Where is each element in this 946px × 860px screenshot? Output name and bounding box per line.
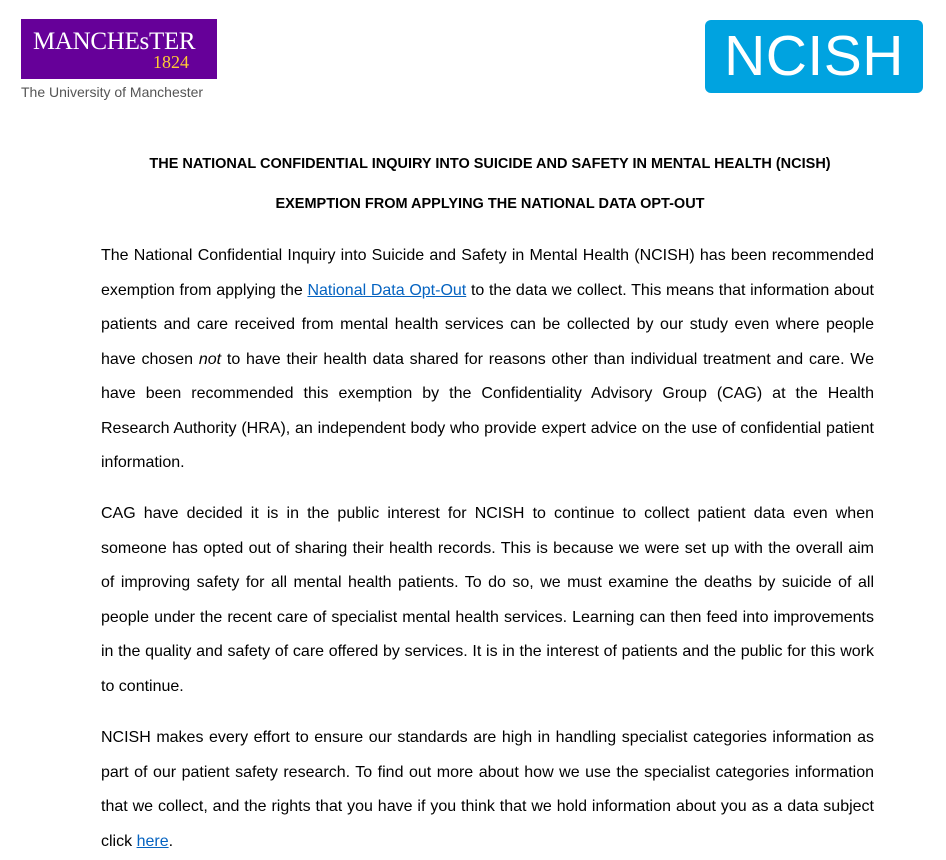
paragraph-1-text-a: The National Confidential Inquiry into Suicide and Safety in Mental Health (NCISH) has been recommended exemption from applying the (101, 247, 874, 299)
paragraph-1-text-b: to the data we collect. This means that information about patients and care received from mental health services can be collected by our study even where people have chosen (101, 281, 875, 368)
national-data-opt-out-link[interactable]: National Data Opt-Out (307, 281, 467, 299)
paragraph-3-text-a: NCISH makes every effort to ensure our standards are high in handling specialist categories information as part of our patient safety research. To find out more about how we use the specialist categories information that we collect, and the rights that you have if you think that we hold information about you as a data subject click (101, 729, 874, 850)
university-of-manchester-logo (21, 19, 221, 105)
paragraph-exemption (101, 239, 874, 481)
paragraph-data-handling (101, 721, 874, 859)
manchester-founding-year: 1824 (153, 52, 189, 72)
page-header (0, 0, 946, 110)
here-link[interactable]: here (136, 832, 169, 850)
manchester-logo-box (21, 19, 217, 79)
paragraph-1-text-c: to have their health data shared for reasons other than individual treatment and care. We have been recommended this exemption by the Confidentiality Advisory Group (CAG) at the Health Research Authority (HRA), an independent body who provide expert advice on the use of confidential patient information. (101, 350, 874, 471)
paragraph-3-text-b: . (168, 832, 174, 850)
paragraph-public-interest: CAG have decided it is in the public interest for NCISH to continue to collect patient data even when someone has opted out of sharing their health records. This is because we were set up with the overall aim of improving safety for all mental health patients. To do so, we must examine the deaths by suicide of all people under the recent care of specialist mental health services. Learning can then feed into improvements in the quality and safety of care offered by services. It is in the interest of patients and the public for this work to continue. (101, 505, 874, 695)
document-title: THE NATIONAL CONFIDENTIAL INQUIRY INTO SUICIDE AND SAFETY IN MENTAL HEALTH (NCISH) (149, 156, 831, 172)
paragraph-1-emphasis: not (198, 350, 222, 368)
manchester-logo-subtitle: The University of Manchester (21, 84, 204, 100)
ncish-logo (705, 20, 923, 93)
manchester-wordmark: MANCHEsTER (33, 28, 196, 55)
document-subtitle: EXEMPTION FROM APPLYING THE NATIONAL DATA OPT-OUT (275, 196, 705, 212)
ncish-wordmark: NCISH (724, 24, 904, 88)
